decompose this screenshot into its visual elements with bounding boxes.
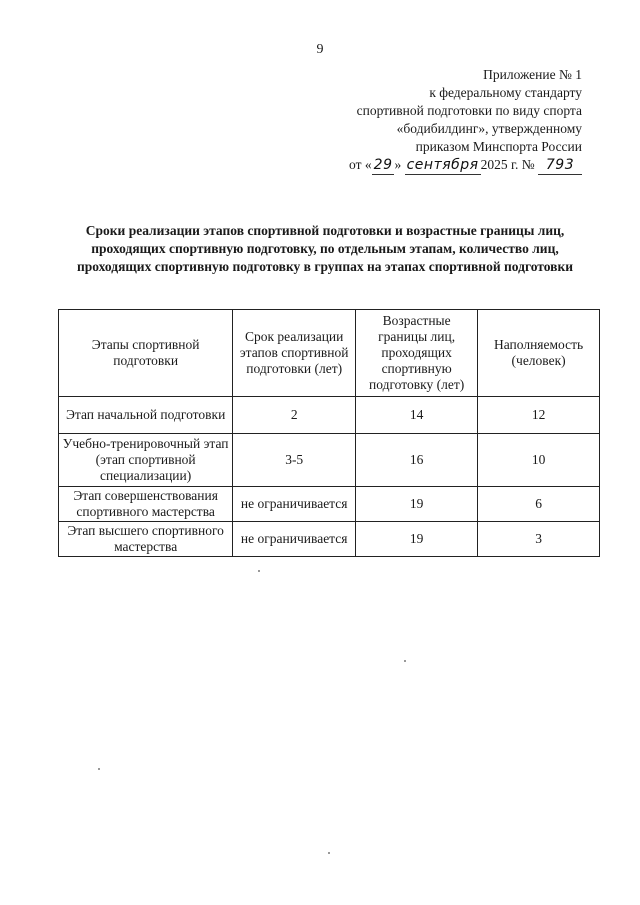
header-duration: Срок реализации этапов спортивной подготовки (лет) [233, 310, 356, 397]
scan-speck [404, 660, 406, 662]
cell-stage: Учебно-тренировочный этап (этап спортивной специализации) [59, 434, 233, 487]
cell-capacity: 12 [478, 397, 600, 434]
cell-duration: 3-5 [233, 434, 356, 487]
appendix-date-line [282, 156, 582, 175]
cell-age: 19 [356, 522, 478, 557]
appendix-standard: к федеральному стандарту [429, 85, 582, 100]
handwritten-month: сентября [406, 157, 479, 173]
date-separator: » [394, 157, 402, 172]
document-title: Сроки реализации этапов спортивной подготовки и возрастные границы лиц, проходящих спортивную подготовку, по отдельным этапам, количество лиц, проходящих спортивную подготовку в группах на этапах спортивной подготовки [76, 223, 574, 274]
appendix-sport-name: «бодибилдинг», утвержденному [396, 121, 582, 136]
scan-speck [98, 768, 100, 770]
header-age: Возрастные границы лиц, проходящих спортивную подготовку (лет) [356, 310, 478, 397]
table-header-row [59, 310, 600, 397]
appendix-block [282, 66, 582, 175]
header-capacity: Наполняемость (человек) [478, 310, 600, 397]
cell-stage: Этап совершенствования спортивного мастерства [59, 487, 233, 522]
appendix-order: приказом Минспорта России [415, 139, 582, 154]
table-row [59, 434, 600, 487]
handwritten-day: 29 [373, 157, 393, 173]
cell-capacity: 10 [478, 434, 600, 487]
appendix-sport: спортивной подготовки по виду спорта [356, 103, 582, 118]
cell-age: 16 [356, 434, 478, 487]
cell-capacity: 6 [478, 487, 600, 522]
cell-duration: не ограничивается [233, 522, 356, 557]
stages-table [58, 309, 600, 557]
cell-duration: не ограничивается [233, 487, 356, 522]
cell-stage: Этап начальной подготовки [59, 397, 233, 434]
handwritten-order-number: 793 [538, 156, 582, 175]
date-year: 2025 г. № [480, 157, 535, 172]
date-prefix: от « [349, 157, 372, 172]
scan-speck [258, 570, 260, 572]
cell-age: 19 [356, 487, 478, 522]
appendix-title: Приложение № 1 [483, 67, 582, 82]
table-row [59, 522, 600, 557]
table-row [59, 397, 600, 434]
table-row [59, 487, 600, 522]
cell-capacity: 3 [478, 522, 600, 557]
page-number: 9 [316, 42, 324, 57]
header-stage: Этапы спортивной подготовки [59, 310, 233, 397]
cell-age: 14 [356, 397, 478, 434]
cell-duration: 2 [233, 397, 356, 434]
cell-stage: Этап высшего спортивного мастерства [59, 522, 233, 557]
scan-speck [328, 852, 330, 854]
